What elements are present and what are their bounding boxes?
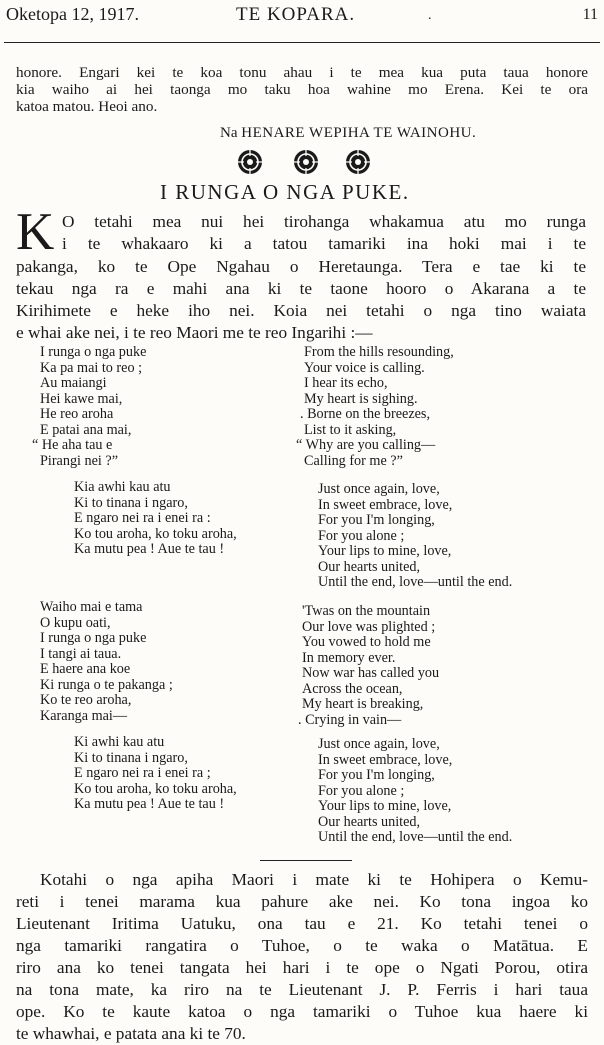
poem-line: Our hearts united, [318, 558, 421, 575]
english-chorus-1 [318, 482, 512, 591]
poem-line: 'Twas on the mountain [302, 603, 431, 619]
intro-line: pakanga, ko te Ope Ngahau o Heretaunga. Tera e tae ki te [16, 257, 586, 276]
poem-line: In sweet embrace, love, [318, 751, 453, 768]
news-line: te whawhai, e patata ana ki te 70. [16, 1024, 246, 1043]
maori-stanza-1 [32, 344, 147, 469]
issue-date: Oketopa 12, 1917. [6, 4, 139, 24]
intro-line: Kirihimete e heke iho nei. Koia nei tetahi o nga tino waiata [16, 301, 586, 320]
page-number: 11 [582, 6, 598, 23]
poem-line: For you alone ; [318, 782, 405, 799]
poem-line: List to it asking, [304, 421, 397, 438]
poem-line: E haere ana koe [40, 661, 131, 677]
poem-line: In sweet embrace, love, [318, 496, 453, 513]
poem-line: Ki to tinana i ngaro, [74, 749, 188, 766]
poem-line: Until the end, love—until the end. [318, 829, 513, 845]
poem-line: Your lips to mine, love, [318, 543, 452, 559]
poem-line: Just once again, love, [318, 481, 440, 497]
poem-line: “ Why are you calling— [296, 437, 436, 453]
text-line: honore. Engari kei te koa tonu ahau i te mea kua puta taua honore [16, 64, 588, 81]
poem-line: Just once again, love, [318, 736, 440, 752]
poem-line: Until the end, love—until the end. [318, 574, 513, 590]
poem-line: E ngaro nei ra i enei ra : [74, 510, 211, 526]
poem-line: I tangi ai taua. [40, 645, 122, 662]
poem-line: Ka pa mai to reo ; [40, 359, 143, 376]
section-title: I RUNGA O NGA PUKE. [160, 180, 410, 204]
english-chorus-2 [318, 737, 512, 846]
poem-line: E ngaro nei ra i enei ra ; [74, 765, 211, 781]
poem-line: Ki awhi kau atu [74, 734, 165, 750]
flower-ornament-icon [292, 148, 320, 176]
poem-line: My heart is sighing. [304, 390, 418, 407]
intro-line: tekau nga ra e mahi ana ki te taone hooro o Akarana a te [16, 279, 586, 298]
poem-line: Across the ocean, [302, 680, 403, 697]
poem-line: Ka mutu pea ! Aue te tau ! [74, 796, 225, 812]
poem-line: For you alone ; [318, 527, 405, 544]
poem-line: Waiho mai e tama [40, 599, 143, 615]
poem-line: O kupu oati, [40, 614, 111, 631]
poem-line: Your voice is calling. [304, 359, 425, 376]
header-dot: . [428, 8, 432, 23]
news-paragraph [16, 869, 588, 1045]
intro-line: e whai ake nei, i te reo Maori me te reo Ingarihi :— [16, 323, 373, 342]
drop-cap: K [16, 203, 55, 261]
section-divider [260, 860, 352, 861]
poem-line: For you I'm longing, [318, 767, 435, 783]
english-stanza-1 [296, 344, 454, 469]
news-line: reti i tenei marama kua pahure ake nei. Ko tona ingoa ko [16, 892, 588, 911]
poem-line: Now war has called you [302, 665, 440, 681]
poem-line: For you I'm longing, [318, 512, 435, 528]
poem-line: Pirangi nei ?” [40, 452, 119, 469]
letter-ending [16, 64, 588, 115]
poem-line: Ko tou aroha, ko toku aroha, [74, 525, 237, 542]
poem-line: I runga o nga puke [40, 344, 147, 360]
poem-line: Ki to tinana i ngaro, [74, 494, 188, 511]
news-line: Lieutenant Iritima Uatuku, ona tau e 21. Ko tetahi tenei o [16, 914, 588, 933]
poem-line: Karanga mai— [40, 707, 128, 724]
poem-line: Ko tou aroha, ko toku aroha, [74, 780, 237, 797]
poem-line: . Borne on the breezes, [300, 406, 431, 422]
english-stanza-2 [298, 603, 440, 728]
poem-line: Calling for me ?” [304, 452, 403, 469]
news-line: na tona mate, ka riro na te Lieutenant J. P. Ferris i hari taua [16, 980, 588, 999]
maori-chorus-1 [74, 480, 237, 558]
news-line: ope. Ko te kaute katoa o nga tamariki o Tuhoe kua haere ki [16, 1002, 588, 1021]
page-header [4, 0, 600, 40]
ornament-row [236, 148, 376, 176]
poem-line: Ki runga o te pakanga ; [40, 676, 173, 693]
text-line: kia waiho ai hei taonga mo taku hoa wahine mo Erena. Kei te ora [16, 81, 588, 98]
publication-title: TE KOPARA. [236, 4, 356, 25]
signature [220, 125, 476, 142]
poem-line: From the hills resounding, [304, 344, 454, 360]
poem-line: Kia awhi kau atu [74, 479, 171, 495]
poem-line: I hear its echo, [304, 375, 388, 391]
poem-line: In memory ever. [302, 649, 396, 666]
poem-line: Our love was plighted ; [302, 618, 436, 635]
flower-ornament-icon [344, 148, 372, 176]
poem-line: Our hearts united, [318, 813, 421, 830]
maori-chorus-2 [74, 735, 237, 813]
poem-line: Your lips to mine, love, [318, 798, 452, 814]
maori-stanza-2 [40, 600, 173, 724]
news-line: riro ana ko tenei tangata hei hari i te ope o Ngati Porou, otira [16, 958, 588, 977]
poem-line: “ He aha tau e [32, 437, 113, 453]
text-line: katoa matou. Heoi ano. [16, 98, 158, 115]
signature-prefix: Na [220, 125, 238, 141]
poem-line: You vowed to hold me [302, 634, 431, 650]
poem-line: My heart is breaking, [302, 696, 424, 712]
poem-line: Ka mutu pea ! Aue te tau ! [74, 541, 225, 557]
poem-line: E patai ana mai, [40, 421, 132, 438]
flower-ornament-icon [236, 148, 264, 176]
intro-line: O tetahi mea nui hei tirohanga whakamua atu mo runga [62, 212, 586, 231]
poem-line: Ko te reo aroha, [40, 692, 132, 708]
poem-line: He reo aroha [40, 406, 114, 422]
signature-name: HENARE WEPIHA TE WAINOHU. [241, 125, 477, 141]
header-rule [4, 42, 600, 43]
news-line: nga tamariki rangatira o Tuhoe, o te waka o Matātua. E [16, 936, 588, 955]
poem-line: . Crying in vain— [298, 711, 402, 728]
news-line: Kotahi o nga apiha Maori i mate ki te Hohipera o Kemu- [40, 870, 588, 889]
poem-line: Hei kawe mai, [40, 390, 123, 407]
intro-line: i te whakaaro ki a tatou tamariki ina hoki mai i te [62, 234, 586, 253]
poem-line: I runga o nga puke [40, 630, 147, 646]
poem-line: Au maiangi [40, 375, 107, 391]
